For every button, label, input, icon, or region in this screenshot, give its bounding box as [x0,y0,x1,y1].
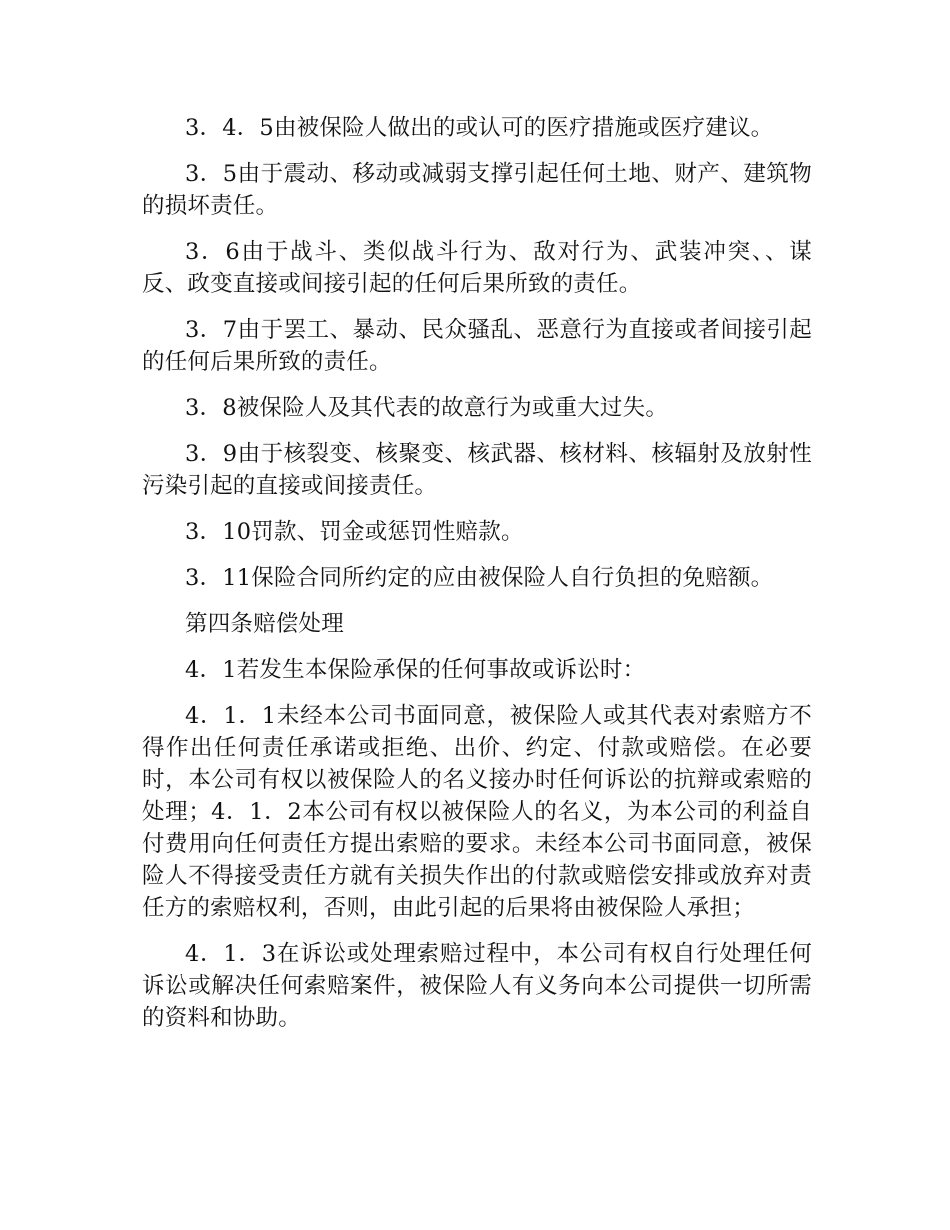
clause-3-9: 3．9由于核裂变、核聚变、核武器、核材料、核辐射及放射性污染引起的直接或间接责任。 [142,441,812,499]
clause-4-1-1: 4．1．1未经本公司书面同意，被保险人或其代表对索赔方不得作出任何责任承诺或拒绝、出价、约定、付款或赔偿。在必要时，本公司有权以被保险人的名义接办时任何诉讼的抗辩或索赔的处理；4．1．2本公司有权以被保险人的名义，为本公司的利益自付费用向任何责任方提出索赔的要求。未经本公司书面同意，被保险人不得接受责任方就有关损失作出的付款或赔偿安排或放弃对责任方的索赔权利，否则，由此引起的后果将由被保险人承担； [142,703,812,921]
clause-3-11: 3．11保险合同所约定的应由被保险人自行负担的免赔额。 [185,565,774,591]
section-heading-article-4: 第四条赔偿处理 [185,611,344,637]
clause-4-1-3: 4．1．3在诉讼或处理索赔过程中，本公司有权自行处理任何诉讼或解决任何索赔案件，被保险人有义务向本公司提供一切所需的资料和协助。 [142,941,812,1031]
clause-3-8: 3．8被保险人及其代表的故意行为或重大过失。 [185,395,669,421]
clause-3-5: 3．5由于震动、移动或减弱支撑引起任何土地、财产、建筑物的损坏责任。 [142,161,812,219]
clause-3-10: 3．10罚款、罚金或惩罚性赔款。 [185,519,524,545]
clause-3-4-5: 3．4．5由被保险人做出的或认可的医疗措施或医疗建议。 [185,115,774,141]
clause-4-1: 4．1若发生本保险承保的任何事故或诉讼时： [185,657,646,683]
clause-3-6: 3．6由于战斗、类似战斗行为、敌对行为、武装冲突、、谋反、政变直接或间接引起的任何后果所致的责任。 [142,239,812,297]
clause-3-7: 3．7由于罢工、暴动、民众骚乱、恶意行为直接或者间接引起的任何后果所致的责任。 [142,317,812,375]
document-page [142,112,812,1048]
